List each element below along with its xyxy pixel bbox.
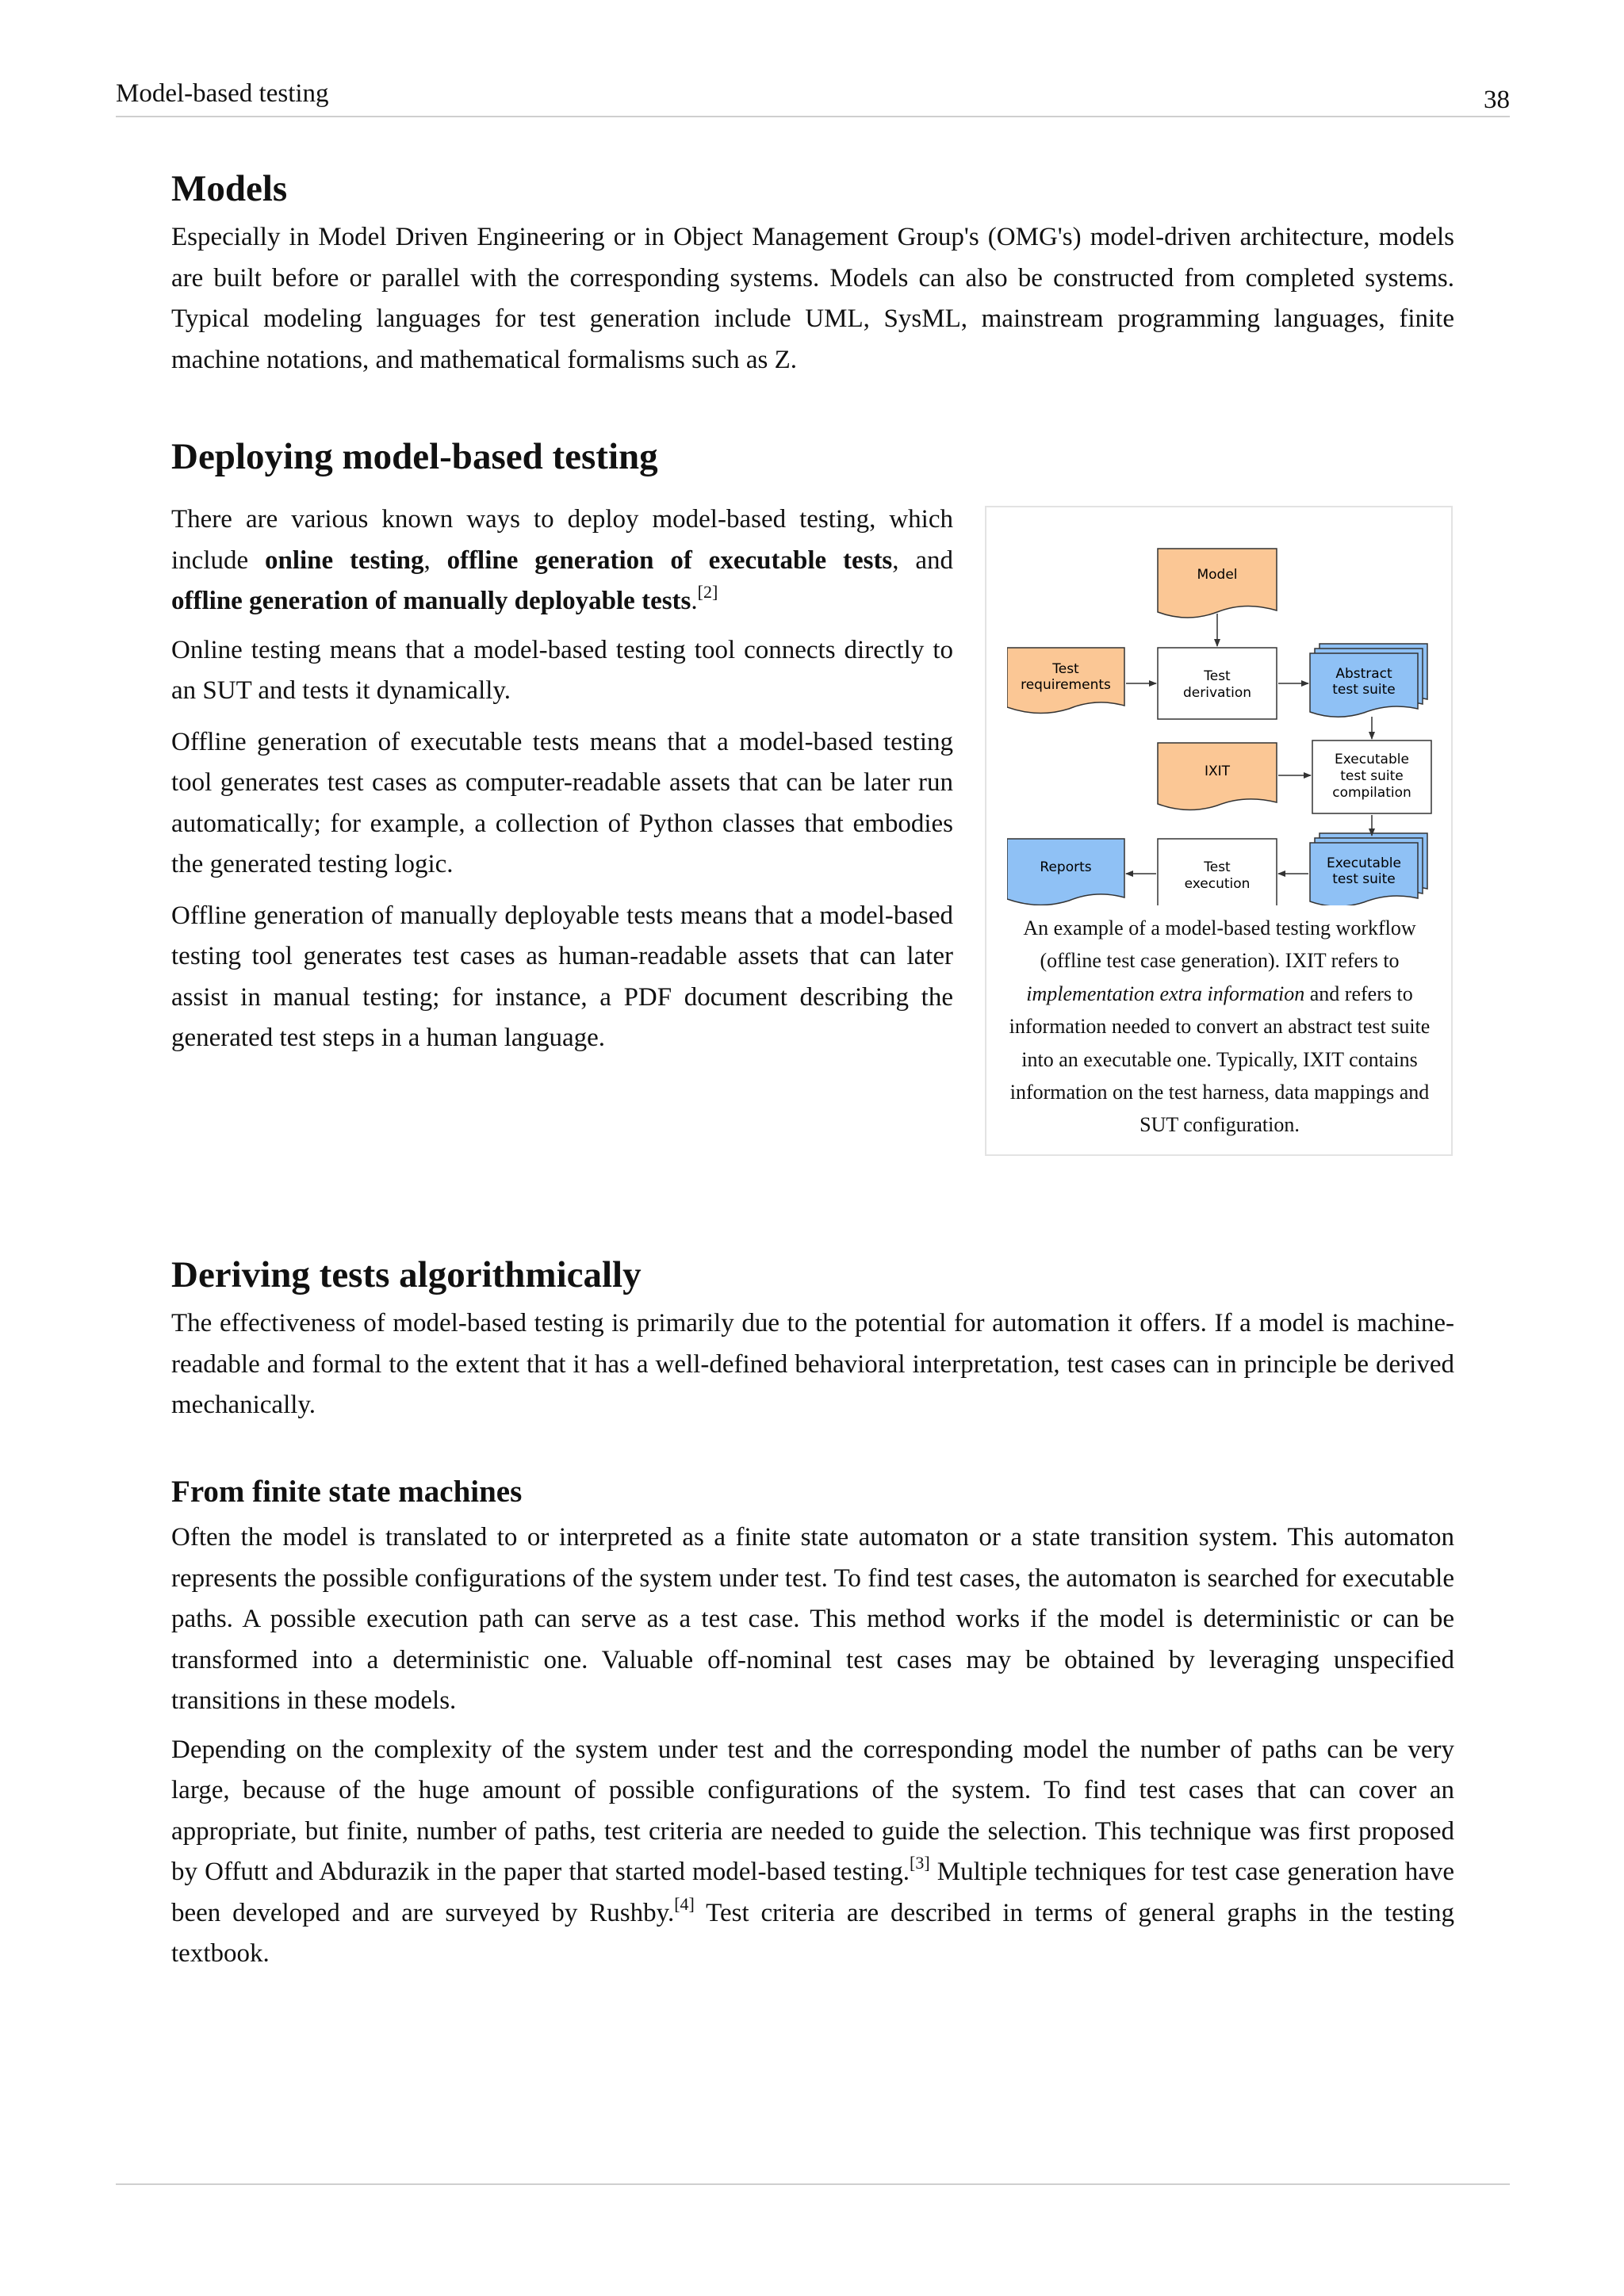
svg-text:Executable: Executable [1327, 855, 1401, 871]
reports-box [1007, 839, 1124, 905]
test-derivation-box [1158, 648, 1277, 719]
workflow-figure [985, 506, 1453, 1156]
heading-deriving: Deriving tests algorithmically [171, 1254, 642, 1295]
ixit-box [1158, 743, 1277, 810]
svg-text:test suite: test suite [1332, 871, 1396, 887]
heading-deploying: Deploying model-based testing [171, 436, 658, 477]
workflow-diagram [1007, 525, 1435, 905]
svg-text:Test: Test [1052, 661, 1079, 677]
heading-models: Models [171, 168, 288, 209]
reference-2[interactable]: [2] [697, 582, 718, 602]
test-execution-box [1158, 839, 1277, 905]
models-paragraph: Especially in Model Driven Engineering or in Object Management Group's (OMG's) model-driven architecture, models are built before or parallel with the corresponding systems. Models can also be constructed from completed systems. Typical modeling languages for test generation include UML, SysML, mainstream programming languages, finite machine notations, and mathematical formalisms such as Z. [171, 223, 1454, 374]
page-number: 38 [1484, 86, 1510, 114]
deploying-paragraph-2: Online testing means that a model-based testing tool connects directly to an SUT and tests it dynamically. [171, 635, 953, 705]
page-header [116, 78, 1510, 117]
svg-text:test suite: test suite [1332, 682, 1396, 698]
term-offline-manual: offline generation of manually deployable tests [171, 587, 691, 615]
heading-fsm: From finite state machines [171, 1475, 523, 1509]
section-models [171, 165, 1454, 381]
svg-text:Test: Test [1204, 859, 1231, 875]
term-offline-executable: offline generation of executable tests [446, 545, 893, 575]
svg-text:requirements: requirements [1021, 677, 1111, 693]
header-title: Model-based testing [116, 79, 329, 108]
svg-text:Abstract: Abstract [1335, 666, 1392, 682]
executable-test-suite-box [1310, 833, 1427, 905]
svg-text:Executable: Executable [1335, 752, 1409, 767]
compilation-box [1312, 740, 1431, 813]
fsm-paragraph-1: Often the model is translated to or interpreted as a finite state automaton or a state transition system. This automaton represents the possible configurations of the system under test. To find test cases, the automaton is searched for executable paths. A possible execution path can serve as a test case. This method works if the model is deterministic or can be transformed into a deterministic one. Valuable off-nominal test cases may be obtained by leveraging unspecified transitions in these models. [171, 1523, 1454, 1715]
svg-text:derivation: derivation [1182, 685, 1252, 701]
deploying-paragraph-4: Offline generation of manually deployable tests means that a model-based testing tool generates test cases as human-readable assets that can later assist in manual testing; for instance, a PDF document describing the generated test steps in a human language. [171, 901, 953, 1052]
ixit-label: IXIT [1204, 763, 1231, 779]
svg-text:Test: Test [1204, 668, 1231, 684]
deploying-paragraph-1: There are various known ways to deploy model-based testing, which include online testing, offline generation of executable tests, and offline generation of manually deployable tests.[2] [171, 505, 954, 615]
section-fsm [171, 1471, 1454, 1975]
reference-3[interactable]: [3] [910, 1853, 930, 1873]
figure-caption: An example of a model-based testing workflow (offline test case generation). IXIT refers to implementation extra information and refers to information needed to convert an abstract test suite into an executable one. Typically, IXIT contains information on the test harness, data mappings and SUT configuration. [1009, 916, 1431, 1137]
deploying-paragraph-3: Offline generation of executable tests means that a model-based testing tool generates test cases as computer-readable assets that can be later run automatically; for example, a collection of Python classes that embodies the generated testing logic. [171, 727, 953, 878]
caption-emphasis: implementation extra information [1026, 982, 1305, 1005]
section-deploying [171, 433, 1454, 480]
reports-label: Reports [1040, 859, 1092, 875]
model-label: Model [1197, 567, 1238, 583]
svg-text:compilation: compilation [1332, 785, 1411, 801]
svg-text:execution: execution [1184, 876, 1251, 892]
model-box [1158, 549, 1277, 618]
fsm-paragraph-2: Depending on the complexity of the system under test and the corresponding model the number of paths can be very large, because of the huge amount of possible configurations of the system. To find test cases that can cover an appropriate, but finite, number of paths, test criteria are needed to guide the selection. This technique was first proposed by Offutt and Abdurazik in the paper that started model-based testing.[3] Multiple techniques for test case generation have been developed and are surveyed by Rushby.[4] Test criteria are described in terms of general graphs in the testing textbook. [171, 1735, 1455, 1968]
abstract-test-suite-box [1310, 644, 1427, 717]
section-deriving [171, 1251, 1454, 1426]
deriving-paragraph: The effectiveness of model-based testing is primarily due to the potential for automation it offers. If a model is machine-readable and formal to the extent that it has a well-defined behavioral interpretation, test cases can in principle be derived mechanically. [171, 1309, 1454, 1419]
svg-text:test suite: test suite [1340, 768, 1404, 784]
footer-rule [116, 2183, 1510, 2185]
deploying-text-column [171, 499, 953, 1059]
term-online-testing: online testing [264, 545, 424, 575]
reference-4[interactable]: [4] [674, 1893, 695, 1914]
test-requirements-box [1007, 648, 1124, 714]
